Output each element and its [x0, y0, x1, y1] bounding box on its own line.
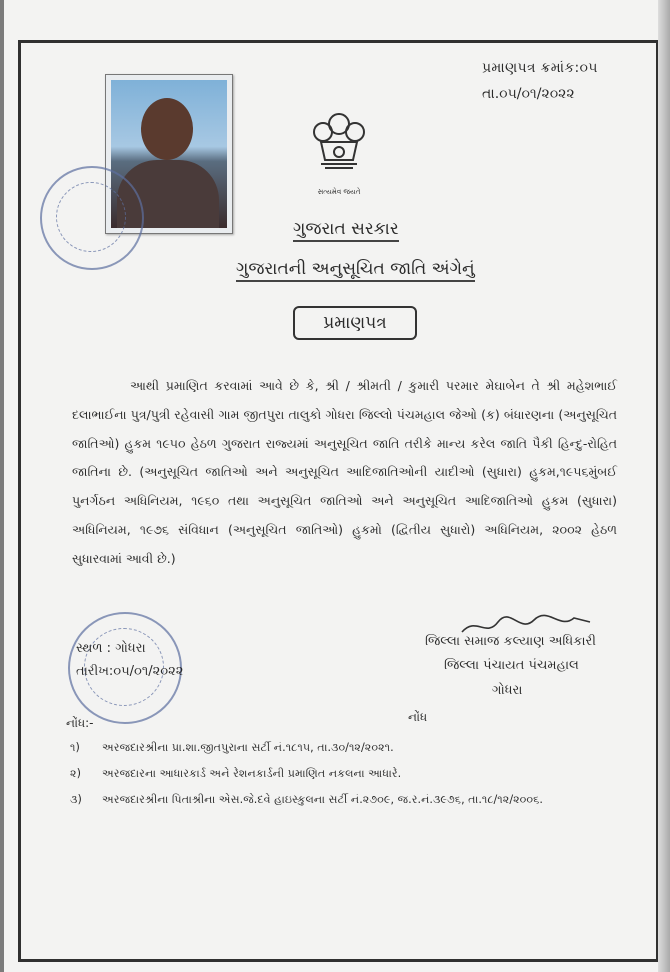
issue-place: સ્થળ : ગોધરા [76, 641, 146, 656]
certificate-date: તા.૦૫/૦૧/૨૦૨૨ [482, 86, 575, 102]
national-emblem-icon [307, 108, 371, 188]
note-number: ૩) [70, 793, 82, 806]
notes-center-label: નોંધ [408, 710, 428, 724]
certificate-number: પ્રમાણપત્ર ક્રમાંક:૦૫ [482, 60, 598, 76]
issue-date: તારીખ:૦૫/૦૧/૨૦૨૨ [76, 664, 184, 679]
government-heading: ગુજરાત સરકાર [293, 219, 399, 242]
note-number: ૧) [70, 741, 80, 754]
notes-label: નોંધ:- [66, 716, 94, 730]
list-item [70, 788, 630, 814]
officer-office: જિલ્લા પંચાયત પંચમહાલ [444, 658, 579, 673]
notes-list [70, 736, 630, 814]
certificate-body: આથી પ્રમાણિત કરવામાં આવે છે કે, શ્રી / શ્રીમતી / કુમારી પરમાર મેઘાબેન તે શ્રી મહેશભાઈ દલાભાઈના પુત્ર/પુત્રી રહેવાસી ગામ જીતપુરા તાલુકો ગોધરા જિલ્લો પંચમહાલ જેઓ (ક) બંધારણના (અનુસૂચિત જાતિઓ) હુકમ ૧૯૫૦ હેઠળ ગુજરાત રાજ્યમાં અનુસૂચિત જાતિ તરીકે માન્ય કરેલ જાતિ પૈકી હિન્દુ-રોહિત જાતિના છે. (અનુસૂચિત જાતિઓ અને અનુસૂચિત આદિજાતિઓની યાદીઓ (સુધારા) હુકમ,૧૯૫૬મુંબઈ પુનર્ગઠન અધિનિયમ, ૧૯૬૦ તથા અનુસૂચિત જાતિઓ અને અનુસૂચિત આદિજાતિઓ હુકમ (સુધારા) અધિનિયમ, ૧૯૭૬ સંવિધાન (અનુસૂચિત જાતિઓ) હુકમો (દ્વિતીય સુધારો) અધિનિયમ, ૨૦૦૨ હેઠળ સુધારવામાં આવી છે.) [72, 378, 617, 566]
note-text: અરજદારશ્રીના પિતાશ્રીના એસ.જે.દવે હાઇસ્કુલના સર્ટી નં.૨૭૦૯, જ.ર.નં.૩૯૭૬, તા.૧૮/૧૨/૨૦૦૬. [102, 793, 543, 806]
emblem-caption: સત્યમેવ જયતે [317, 188, 361, 196]
page-edge [658, 0, 670, 972]
note-number: ૨) [70, 767, 81, 780]
certificate-title: પ્રમાણપત્ર [293, 306, 417, 340]
officer-designation: જિલ્લા સમાજ કલ્યાણ અધિકારી [425, 634, 596, 649]
note-text: અરજદારશ્રીના પ્રા.શા.જીતપુરાના સર્ટી નં.૧૮૧૫, તા.૩૦/૧૨/૨૦૨૧. [102, 741, 394, 754]
list-item [70, 762, 630, 788]
certificate-subtitle: ગુજરાતની અનુસૂચિત જાતિ અંગેનું [236, 259, 475, 282]
officer-location: ગોધરા [492, 683, 523, 698]
list-item [70, 736, 630, 762]
office-stamp-icon [40, 166, 144, 270]
note-text: અરજદારના આધારકાર્ડ અને રેશનકાર્ડની પ્રમાણિત નકલના આધારે. [102, 767, 402, 780]
